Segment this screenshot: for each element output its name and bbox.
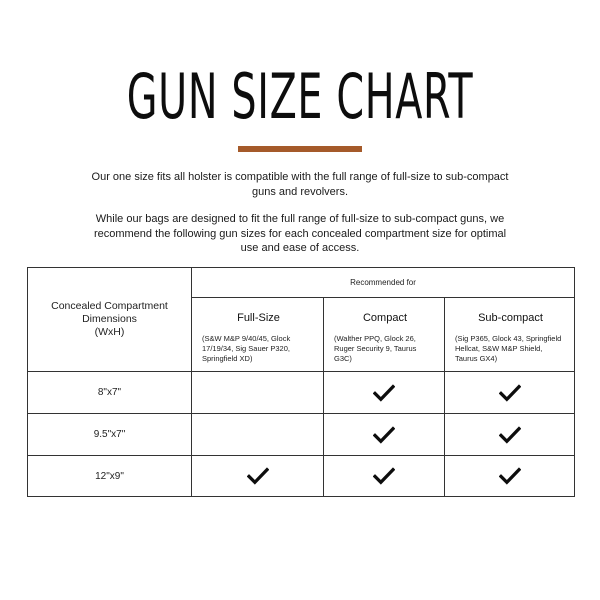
checkmark-icon [499, 426, 521, 444]
table-cell [324, 372, 444, 413]
dimension-header-line: (WxH) [94, 326, 125, 338]
checkmark-icon [499, 384, 521, 402]
checkmark-icon [373, 384, 395, 402]
table-cell [192, 456, 323, 496]
row-label: 9.5"x7" [93, 429, 126, 440]
title-underline [238, 146, 362, 152]
dimension-header-line: Concealed Compartment [51, 300, 168, 312]
table-cell [445, 414, 574, 455]
dimension-header-line: Dimensions [82, 313, 137, 325]
checkmark-icon [247, 467, 269, 485]
checkmark-icon [499, 467, 521, 485]
table-cell [192, 372, 323, 413]
recommended-header: Recommended for [350, 278, 416, 287]
column-header-sub-compact [445, 298, 574, 371]
column-models: (Sig P365, Glock 43, Springfield Hellcat, S&W M&P Shield, Taurus GX4) [455, 334, 562, 363]
column-models: (S&W M&P 9/40/45, Glock 17/19/34, Sig Sauer P320, Springfield XD) [202, 334, 291, 363]
table-cell [324, 414, 444, 455]
intro-text [90, 170, 510, 256]
checkmark-icon [373, 426, 395, 444]
intro-paragraph-2: While our bags are designed to fit the full range of full-size to sub-compact guns, we recommend the following gun sizes for each concealed compartment size for optimal use and ease of access. [93, 213, 507, 254]
table-cell [192, 414, 323, 455]
column-title: Sub-compact [478, 312, 543, 324]
checkmark-icon [373, 467, 395, 485]
column-title: Compact [362, 312, 408, 324]
column-header-full-size [192, 298, 323, 371]
column-models: (Walther PPQ, Glock 26, Ruger Security 9, Taurus G3C) [334, 334, 417, 363]
column-header-compact [324, 298, 444, 371]
table-cell [324, 456, 444, 496]
size-table [27, 267, 575, 497]
page-title: GUN SIZE CHART [126, 60, 474, 133]
intro-paragraph-1: Our one size fits all holster is compatible with the full range of full-size to sub-compact guns and revolvers. [91, 171, 509, 198]
table-cell [445, 372, 574, 413]
dimension-header [28, 268, 191, 371]
row-label: 8"x7" [97, 387, 122, 398]
column-title: Full-Size [237, 312, 280, 324]
row-label: 12"x9" [95, 470, 124, 482]
table-cell [445, 456, 574, 496]
